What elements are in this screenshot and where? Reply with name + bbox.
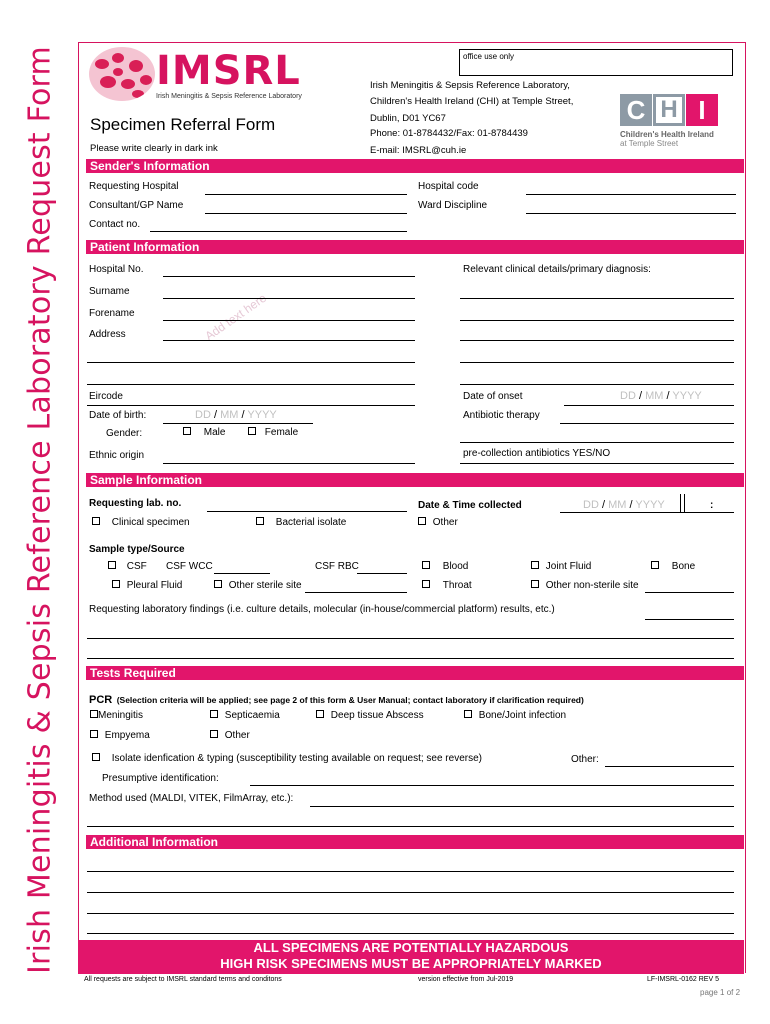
forename-label: Forename xyxy=(89,308,135,319)
antibiotic-label: Antibiotic therapy xyxy=(463,410,540,421)
write-note: Please write clearly in dark ink xyxy=(90,143,218,154)
clinical-line-3[interactable] xyxy=(460,340,734,341)
hospital-no-label: Hospital No. xyxy=(89,264,144,275)
requesting-hospital-label: Requesting Hospital xyxy=(89,181,179,192)
office-use-box[interactable] xyxy=(459,49,733,76)
csf-option[interactable]: CSF xyxy=(108,561,147,572)
chi-letter-h: H xyxy=(653,94,685,126)
bone-joint-option[interactable]: Bone/Joint infection xyxy=(464,710,566,721)
contact-label: Contact no. xyxy=(89,219,141,230)
precollection-field[interactable] xyxy=(460,463,734,464)
precollection-antibiotics-label: pre-collection antibiotics YES/NO xyxy=(463,448,611,459)
other-test-checkbox[interactable] xyxy=(210,730,218,738)
lab-address-line3: Dublin, D01 YC67 xyxy=(370,113,446,124)
section-additional-information: Additional Information xyxy=(86,835,744,849)
bacteria-image xyxy=(88,46,156,102)
other-sample-checkbox[interactable] xyxy=(418,517,426,525)
additional-line-3[interactable] xyxy=(87,913,734,914)
date-onset-underline xyxy=(564,405,734,406)
other-sterile-field[interactable] xyxy=(305,592,407,593)
address-label: Address xyxy=(89,329,126,340)
section-senders-information: Sender's Information xyxy=(86,159,744,173)
forename-field[interactable] xyxy=(163,320,415,321)
isolate-checkbox[interactable] xyxy=(92,753,100,761)
bone-joint-checkbox[interactable] xyxy=(464,710,472,718)
additional-line-4[interactable] xyxy=(87,933,734,934)
date-onset-label: Date of onset xyxy=(463,391,523,402)
presumptive-id-label: Presumptive identification: xyxy=(102,773,219,784)
csf-rbc-field[interactable] xyxy=(357,573,407,574)
imsrl-logo-subtitle: Irish Meningitis & Sepsis Reference Laboratory xyxy=(156,93,302,100)
pcr-note: (Selection criteria will be applied; see page 2 of this form & User Manual; contact laboratory if clarification required) xyxy=(116,695,584,705)
vertical-form-title: Irish Meningitis & Sepsis Reference Laboratory Request Form xyxy=(22,46,58,974)
surname-label: Surname xyxy=(89,286,130,297)
surname-field[interactable] xyxy=(163,298,415,299)
lab-email: E-mail: IMSRL@cuh.ie xyxy=(370,145,467,156)
date-time-divider xyxy=(680,494,685,512)
chi-logo xyxy=(620,94,740,154)
eircode-label: Eircode xyxy=(89,391,123,402)
other-nonsterile-field[interactable] xyxy=(645,592,734,593)
chi-logo-line1: Children's Health Ireland xyxy=(620,130,714,139)
hospital-code-label: Hospital code xyxy=(418,181,479,192)
clinical-specimen-option[interactable]: Clinical specimen xyxy=(92,517,190,528)
dob-underline xyxy=(163,423,313,424)
hospital-code-field[interactable] xyxy=(526,194,736,195)
presumptive-id-field[interactable] xyxy=(250,785,734,786)
dob-label: Date of birth: xyxy=(89,410,147,421)
method-label: Method used (MALDI, VITEK, FilmArray, etc.): xyxy=(89,793,294,804)
requesting-lab-no-label: Requesting lab. no. xyxy=(89,498,182,509)
throat-option[interactable]: Throat xyxy=(422,580,472,591)
csf-rbc-label: CSF RBC xyxy=(315,561,359,572)
gender-label: Gender: xyxy=(106,428,143,439)
sidebar xyxy=(0,0,78,1024)
date-time-collected-label: Date & Time collected xyxy=(418,500,522,511)
imsrl-logo-text: IMSRL xyxy=(156,48,301,94)
lab-findings-field-2[interactable] xyxy=(87,658,734,659)
imsrl-logo xyxy=(88,46,338,106)
dob-field[interactable]: DD / MM / YYYY xyxy=(195,409,277,421)
blood-option[interactable]: Blood xyxy=(422,561,468,572)
lab-findings-field-1[interactable] xyxy=(87,638,734,639)
pcr-heading xyxy=(89,690,584,708)
date-collected-field[interactable]: DD / MM / YYYY xyxy=(583,499,665,511)
requesting-lab-no-field[interactable] xyxy=(207,511,407,512)
lab-address-line2: Children's Health Ireland (CHI) at Temple Street, xyxy=(370,96,574,107)
ward-label: Ward Discipline xyxy=(418,200,488,211)
other-isolate-field[interactable] xyxy=(605,766,734,767)
other-sterile-checkbox[interactable] xyxy=(214,580,222,588)
contact-field[interactable] xyxy=(150,231,407,232)
bacterial-isolate-checkbox[interactable] xyxy=(256,517,264,525)
other-test-option[interactable]: Other xyxy=(210,730,250,741)
septicaemia-checkbox[interactable] xyxy=(210,710,218,718)
bone-option[interactable]: Bone xyxy=(651,561,695,572)
septicaemia-option[interactable]: Septicaemia xyxy=(210,710,280,721)
meningitis-checkbox[interactable] xyxy=(90,710,98,718)
female-checkbox[interactable] xyxy=(248,427,256,435)
page-number: page 1 of 2 xyxy=(700,988,741,997)
isolate-option[interactable]: Isolate idenfication & typing (susceptibility testing available on request; see reverse) xyxy=(92,753,482,764)
consultant-label: Consultant/GP Name xyxy=(89,200,184,211)
deep-tissue-option[interactable]: Deep tissue Abscess xyxy=(316,710,424,721)
form-title: Specimen Referral Form xyxy=(90,115,276,134)
section-patient-information: Patient Information xyxy=(86,240,744,254)
section-tests-required: Tests Required xyxy=(86,666,744,680)
lab-address-line1: Irish Meningitis & Sepsis Reference Laboratory, xyxy=(370,80,570,91)
ethnic-origin-label: Ethnic origin xyxy=(89,450,145,461)
other-sample-option[interactable]: Other xyxy=(418,517,458,528)
hospital-no-field[interactable] xyxy=(163,276,415,277)
additional-line-2[interactable] xyxy=(87,892,734,893)
clinical-details-label: Relevant clinical details/primary diagnosis: xyxy=(463,264,651,275)
hazard-warning-banner xyxy=(78,940,744,974)
pleural-fluid-option[interactable]: Pleural Fluid xyxy=(112,580,182,591)
pcr-label: PCR xyxy=(89,694,113,706)
lab-findings-label: Requesting laboratory findings (i.e. culture details, molecular (in-house/commercial platform) results, etc.) xyxy=(89,604,555,615)
antibiotic-field-2[interactable] xyxy=(460,442,734,443)
consultant-field[interactable] xyxy=(205,213,407,214)
clinical-line-4[interactable] xyxy=(460,362,734,363)
requesting-hospital-field[interactable] xyxy=(205,194,407,195)
method-field-1[interactable] xyxy=(310,806,734,807)
address-field-1[interactable] xyxy=(163,340,415,341)
deep-tissue-checkbox[interactable] xyxy=(316,710,324,718)
address-field-2[interactable] xyxy=(87,362,415,363)
chi-letter-i: I xyxy=(686,94,718,126)
lab-phone: Phone: 01-8784432/Fax: 01-8784439 xyxy=(370,128,528,139)
clinical-specimen-checkbox[interactable] xyxy=(92,517,100,525)
clinical-line-2[interactable] xyxy=(460,320,734,321)
section-sample-information: Sample Information xyxy=(86,473,744,487)
blood-checkbox[interactable] xyxy=(422,561,430,569)
other-nonsterile-option[interactable]: Other non-sterile site xyxy=(531,580,639,591)
hazard-warning-line1: ALL SPECIMENS ARE POTENTIALLY HAZARDOUS xyxy=(253,940,569,955)
watermark-text: Add text here xyxy=(202,290,269,344)
male-checkbox[interactable] xyxy=(183,427,191,435)
date-time-underline xyxy=(560,512,734,513)
eircode-field[interactable] xyxy=(87,405,415,406)
sample-type-heading: Sample type/Source xyxy=(89,544,185,555)
bone-checkbox[interactable] xyxy=(651,561,659,569)
method-field-2[interactable] xyxy=(87,826,734,827)
time-collected-field[interactable]: : xyxy=(710,500,714,511)
ethnic-origin-field[interactable] xyxy=(163,463,415,464)
other-nonsterile-checkbox[interactable] xyxy=(531,580,539,588)
empyema-checkbox[interactable] xyxy=(90,730,98,738)
joint-fluid-checkbox[interactable] xyxy=(531,561,539,569)
other-isolate-label: Other: xyxy=(571,754,599,765)
form-code: LF-IMSRL-0162 REV 5 xyxy=(647,976,719,983)
date-onset-field[interactable]: DD / MM / YYYY xyxy=(620,390,702,402)
joint-fluid-option[interactable]: Joint Fluid xyxy=(531,561,591,572)
csf-wcc-label: CSF WCC xyxy=(166,561,213,572)
chi-logo-line2: at Temple Street xyxy=(620,139,679,148)
meningitis-option[interactable]: Meningitis xyxy=(90,710,143,721)
antibiotic-field[interactable] xyxy=(560,423,734,424)
ward-field[interactable] xyxy=(526,213,736,214)
throat-checkbox[interactable] xyxy=(422,580,430,588)
pleural-fluid-checkbox[interactable] xyxy=(112,580,120,588)
terms-note: All requests are subject to IMSRL standard terms and conditons xyxy=(84,976,282,983)
gender-female-option[interactable]: Female xyxy=(248,427,298,438)
address-field-3[interactable] xyxy=(87,384,415,385)
lab-findings-field-0[interactable] xyxy=(645,619,734,620)
hazard-warning-line2: HIGH RISK SPECIMENS MUST BE APPROPRIATELY MARKED xyxy=(220,956,602,971)
csf-checkbox[interactable] xyxy=(108,561,116,569)
office-use-label: office use only xyxy=(463,52,514,61)
version-note: version effective from Jul-2019 xyxy=(418,976,514,983)
gender-male-option[interactable]: Male xyxy=(183,427,225,438)
clinical-line-5[interactable] xyxy=(460,384,734,385)
csf-wcc-field[interactable] xyxy=(214,573,270,574)
chi-letter-c: C xyxy=(620,94,652,126)
clinical-line-1[interactable] xyxy=(460,298,734,299)
bacterial-isolate-option[interactable]: Bacterial isolate xyxy=(256,517,346,528)
empyema-option[interactable]: Empyema xyxy=(90,730,150,741)
additional-line-1[interactable] xyxy=(87,871,734,872)
other-sterile-option[interactable]: Other sterile site xyxy=(214,580,302,591)
